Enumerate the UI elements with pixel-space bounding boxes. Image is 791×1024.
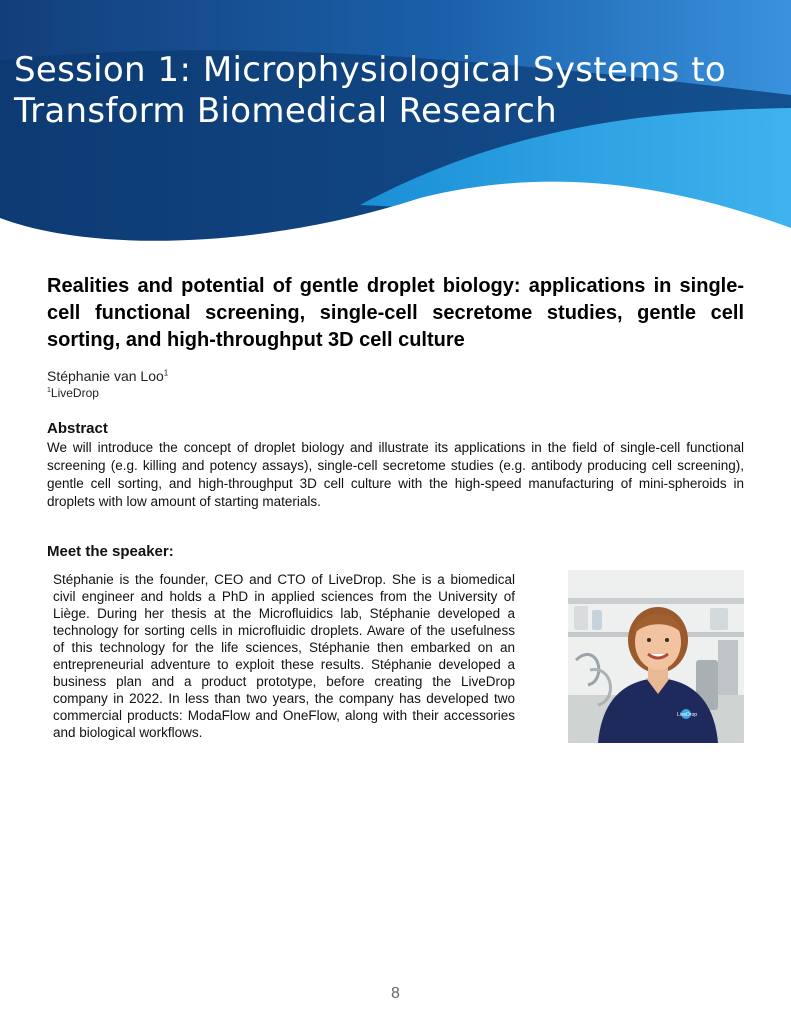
- speaker-photo: [568, 570, 744, 743]
- affiliation-line: [47, 386, 99, 400]
- abstract-text: We will introduce the concept of droplet biology and illustrate its applications in the field of single-cell functional screening (e.g. killing and potency assays), single-cell secretome studies (e.g. antibody producing cell screening), gentle cell sorting, and high-throughput 3D cell culture with the high-speed manufacturing of mini-spheroids in droplets with low amount of starting materials.: [47, 440, 744, 509]
- page-number: 8: [391, 985, 400, 1002]
- author-line: [47, 368, 168, 384]
- affiliation-marker: 1: [47, 387, 51, 394]
- session-header-banner: [0, 0, 791, 255]
- talk-title: Realities and potential of gentle droplet biology: applications in single-cell functional screening, single-cell secretome studies, gentle cell sorting, and high-throughput 3D cell culture: [47, 275, 744, 351]
- speaker-heading: Meet the speaker:: [47, 543, 174, 560]
- speaker-portrait-illustration: [568, 570, 744, 743]
- author-name: Stéphanie van Loo: [47, 368, 164, 384]
- abstract-heading: Abstract: [47, 420, 108, 437]
- affiliation-name: LiveDrop: [50, 386, 99, 400]
- speaker-bio: Stéphanie is the founder, CEO and CTO of LiveDrop. She is a biomedical civil engineer and holds a PhD in applied sciences from the University of Liège. During her thesis at the Microfluidics lab, Stéphanie developed a technology for sorting cells in microfluidic droplets. Aware of the usefulness of this technology for the life sciences, Stéphanie then embarked on an entrepreneurial adventure to exploit these results. Stéphanie developed a business plan and a product prototype, before creating the LiveDrop company in 2022. In less than two years, the company has developed two commercial products: ModaFlow and OneFlow, along with their accessories and biological workflows.: [53, 572, 515, 740]
- shirt-logo-text: LiveDrop: [677, 712, 698, 718]
- author-affiliation-marker: 1: [163, 368, 169, 378]
- session-title: Session 1: Microphysiological Systems to Transform Biomedical Research: [14, 50, 726, 131]
